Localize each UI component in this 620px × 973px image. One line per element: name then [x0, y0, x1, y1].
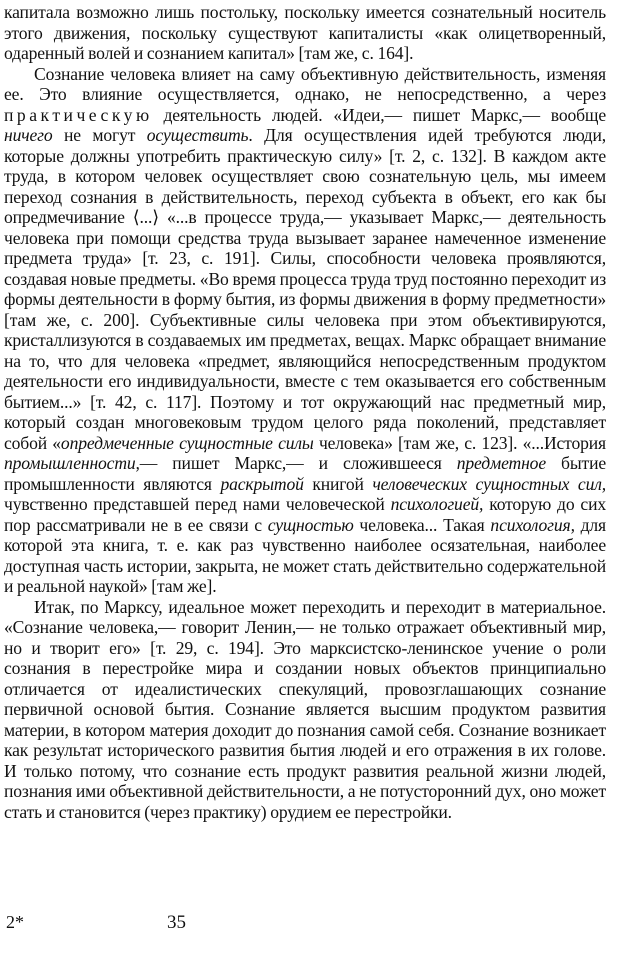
italic-run: промышленности,: [4, 453, 140, 473]
paragraph: [4, 597, 606, 823]
italic-run: сущностью: [267, 514, 354, 535]
signature-mark: 2*: [6, 912, 24, 932]
text-run: Сознание человека влияет на саму объективную действительность, изменяя ее. Это влияние осуществляется, однако, не непосредственно, а через: [4, 63, 606, 104]
italic-run: опредмеченные сущностные силы: [60, 432, 314, 453]
text-run: книгой: [303, 473, 373, 494]
italic-run: психологией,: [390, 494, 484, 514]
italic-run: предметное: [456, 453, 546, 473]
text-run: Итак, по Марксу, идеальное может переходить и переходит в материальное. «Сознание человека,— говорит Ленин,— не только отражает объективный мир, но и творит его» [т. 29, с. 194]. Это марксистско-ленинское учение о роли сознания в перестройке мира и создании новых объектов принципиально отличается от идеалистических спекуляций, провозглашающих сознание первичной основой бытия. Сознание является высшим продуктом развития материи, в котором материя доходит до познания самой себя. Сознание возникает как результат исторического развития бытия людей и его отражения в их голове. И только потому, что сознание есть продукт развития реальной жизни людей, познания ими объективной действительности, а не потусторонний дух, оно может стать и становится (через практику) орудием ее перестройки.: [4, 596, 606, 822]
body-text: [4, 2, 606, 822]
text-run: — пишет Маркс,— и сложившееся: [139, 453, 457, 473]
italic-run: психология,: [490, 514, 575, 535]
text-run: капитала возможно лишь постольку, поскольку имеется сознательный носитель этого движения, поскольку существуют капиталисты «как олицетворенный, одаренный волей и сознанием капитал» [там же, с. 164].: [4, 2, 606, 63]
text-run: человека» [там же, с. 123]. «...История: [313, 432, 606, 453]
italic-run: ничего: [4, 125, 53, 145]
text-run: человека... Такая: [353, 514, 491, 535]
spaced-run: практическую: [4, 104, 153, 125]
text-run: для которой эта книга, т. е. как раз чувственно наиболее осязательная, наиболее доступная часть истории, закрыта, не может стать действительно содержательной и реальной наукой» [там же].: [4, 514, 606, 596]
italic-run: раскрытой: [220, 473, 304, 494]
italic-run: осуществить: [146, 125, 249, 145]
text-run: деятельность людей. «Идеи,— пишет Маркс,— вообще: [152, 104, 606, 125]
text-run: которую до сих пор рассматривали не в ее связи с: [4, 494, 606, 535]
text-run: не могут: [52, 125, 147, 145]
text-run: бытие промышленности являются: [4, 453, 606, 494]
paragraph: [4, 2, 606, 64]
paragraph: [4, 64, 606, 597]
text-run: чувственно представшей перед нами человеческой: [4, 494, 391, 514]
italic-run: человеческих сущностных сил,: [372, 473, 606, 494]
page-number: 35: [167, 912, 186, 933]
text-run: . Для осуществления идей требуются люди, которые должны употребить практическую силу» [т. 2, с. 132]. В каждом акте труда, в котором человек осуществляет свою сознательную цель, мы имеем переход сознания в действительность, переход субъекта в объект, его как бы опредмечивание ⟨...⟩ «...в процессе труда,— указывает Маркс,— деятельность человека при помощи средства труда вызывает заранее намеченное изменение предмета труда» [т. 23, с. 191]. Силы, способности человека проявляются, создавая новые предметы. «Во время процесса труда труд постоянно переходит из формы деятельности в форму бытия, из формы движения в форму предметности» [там же, с. 200]. Субъективные силы человека при этом объективируются, кристаллизуются в создаваемых им предметах, вещах. Маркс обращает внимание на то, что для человека «предмет, являющийся непосредственным продуктом деятельности его индивидуальности, вместе с тем оказывается его собственным бытием...» [т. 42, с. 117]. Поэтому и тот окружающий нас предметный мир, который создан многовековым трудом целого ряда поколений, представляет собой «: [4, 125, 606, 453]
